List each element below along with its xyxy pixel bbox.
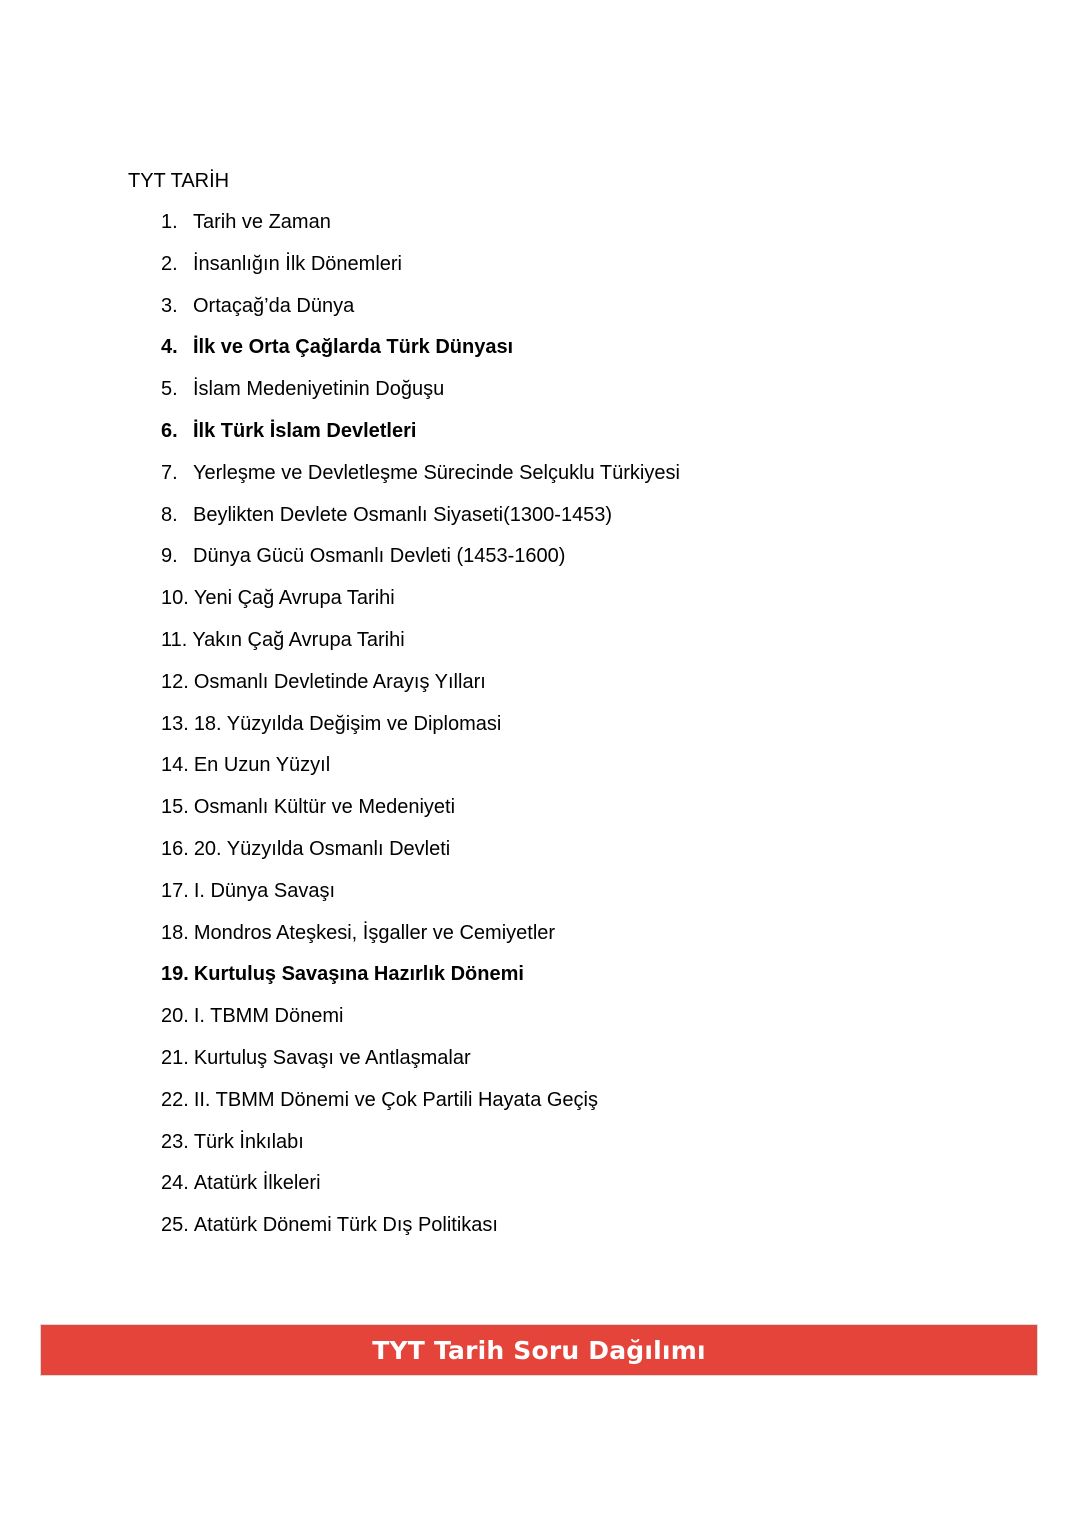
list-item-number: 21. (161, 1046, 189, 1069)
list-item (161, 1212, 680, 1254)
list-item (161, 1170, 680, 1212)
list-item-number: 7. (161, 461, 178, 484)
list-item (161, 1129, 680, 1171)
list-item-label: Kurtuluş Savaşı ve Antlaşmalar (193, 1046, 471, 1069)
list-item-number: 18. (161, 921, 189, 944)
list-item-label: İnsanlığın İlk Dönemleri (193, 252, 402, 275)
list-item (161, 878, 680, 920)
list-item-label: Yakın Çağ Avrupa Tarihi (192, 628, 405, 651)
list-item-label: 18. Yüzyılda Değişim ve Diplomasi (193, 712, 502, 735)
list-item-label: Mondros Ateşkesi, İşgaller ve Cemiyetler (193, 921, 556, 944)
list-item-number: 8. (161, 503, 178, 526)
list-item-label: 20. Yüzyılda Osmanlı Devleti (193, 837, 451, 860)
list-item (161, 711, 680, 753)
list-item-label: İlk ve Orta Çağlarda Türk Dünyası (193, 336, 514, 359)
list-item-number: 1. (161, 211, 178, 233)
list-item-label: Tarih ve Zaman (193, 211, 331, 233)
list-item-label: Kurtuluş Savaşına Hazırlık Dönemi (193, 963, 524, 986)
list-item-label: İslam Medeniyetinin Doğuşu (193, 378, 445, 401)
list-item-label: İlk Türk İslam Devletleri (193, 419, 417, 442)
list-item-number: 23. (161, 1130, 189, 1153)
list-item-label: Yerleşme ve Devletleşme Sürecinde Selçuklu Türkiyesi (193, 461, 680, 484)
list-item (161, 251, 680, 293)
list-item (161, 418, 680, 460)
list-item-number: 22. (161, 1088, 189, 1111)
list-item-label: Atatürk İlkeleri (193, 1172, 321, 1195)
list-item (161, 669, 680, 711)
list-item-label: Osmanlı Kültür ve Medeniyeti (193, 796, 456, 819)
banner-title: TYT Tarih Soru Dağılımı (372, 1335, 706, 1365)
list-item-label: I. Dünya Savaşı (193, 879, 335, 902)
list-item-label: Türk İnkılabı (193, 1130, 304, 1153)
list-item (161, 293, 680, 335)
list-item-number: 25. (161, 1214, 189, 1237)
list-item-number: 2. (161, 252, 178, 275)
list-item-number: 15. (161, 796, 189, 819)
list-item (161, 334, 680, 376)
list-item-number: 13. (161, 712, 189, 735)
list-item (161, 961, 680, 1003)
list-item-number: 20. (161, 1005, 189, 1028)
list-item-label: Yeni Çağ Avrupa Tarihi (193, 587, 395, 610)
list-item-number: 10. (161, 587, 189, 610)
list-item-number: 17. (161, 879, 189, 902)
list-item-number: 16. (161, 837, 189, 860)
list-item (161, 585, 680, 627)
document-heading: TYT TARİH (128, 170, 230, 192)
list-item-label: En Uzun Yüzyıl (193, 754, 331, 777)
list-item-label: Osmanlı Devletinde Arayış Yılları (193, 670, 486, 693)
list-item (161, 1087, 680, 1129)
list-item-number: 3. (161, 294, 178, 317)
list-item (161, 1045, 680, 1087)
list-item-label: II. TBMM Dönemi ve Çok Partili Hayata Geçiş (193, 1088, 599, 1111)
list-item-label: I. TBMM Dönemi (193, 1005, 344, 1028)
list-item (161, 376, 680, 418)
list-item-number: 14. (161, 754, 189, 777)
list-item (161, 752, 680, 794)
list-item-number: 11. (161, 628, 188, 651)
topic-list (161, 209, 680, 1254)
list-item-label: Ortaçağ’da Dünya (193, 294, 355, 317)
list-item-number: 4. (161, 336, 178, 359)
list-item (161, 627, 680, 669)
list-item-number: 12. (161, 670, 189, 693)
list-item-number: 24. (161, 1172, 189, 1195)
list-item-label: Dünya Gücü Osmanlı Devleti (1453-1600) (193, 545, 566, 568)
list-item-number: 9. (161, 545, 178, 568)
list-item-number: 6. (161, 419, 178, 442)
list-item-label: Beylikten Devlete Osmanlı Siyaseti(1300-1453) (193, 503, 613, 526)
list-item-label: Atatürk Dönemi Türk Dış Politikası (193, 1214, 498, 1237)
list-item (161, 1003, 680, 1045)
list-item (161, 460, 680, 502)
list-item (161, 920, 680, 962)
list-item (161, 543, 680, 585)
list-item (161, 209, 680, 251)
list-item (161, 794, 680, 836)
list-item-number: 19. (161, 963, 189, 986)
list-item-number: 5. (161, 378, 178, 401)
section-banner (40, 1324, 1038, 1376)
list-item (161, 502, 680, 544)
list-item (161, 836, 680, 878)
